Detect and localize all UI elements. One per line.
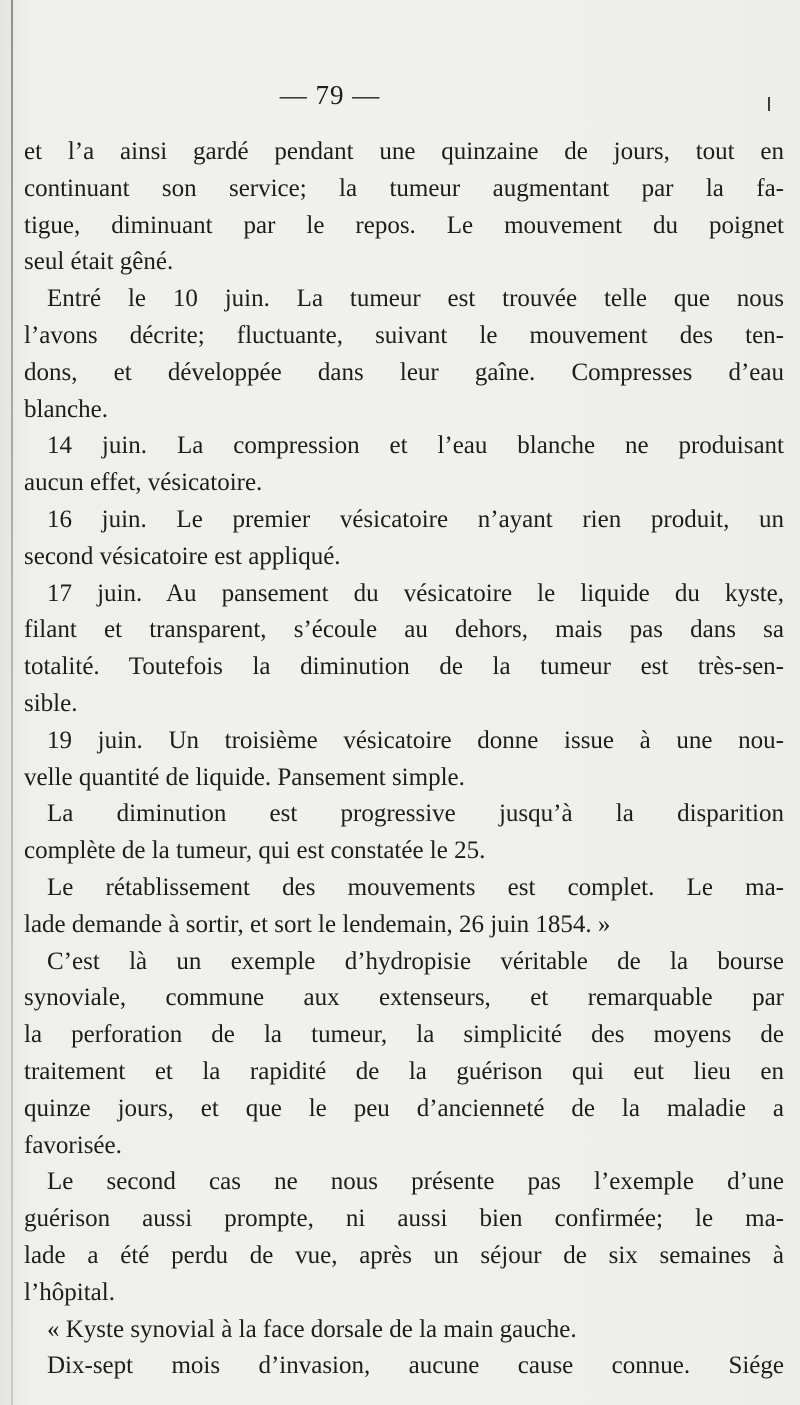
text-line: quinze jours, et que le peu d’ancienneté de la maladie a bbox=[24, 1094, 784, 1122]
text-line: traitement et la rapidité de la guérison qui eut lieu en bbox=[24, 1057, 784, 1085]
text-line: sible. bbox=[24, 689, 78, 717]
margin-mark bbox=[768, 97, 770, 111]
binding-edge bbox=[11, 0, 13, 1405]
text-line: favorisée. bbox=[24, 1131, 122, 1159]
text-line: 17 juin. Au pansement du vésicatoire le liquide du kyste, bbox=[47, 579, 784, 607]
text-line: blanche. bbox=[24, 395, 108, 423]
text-line: La diminution est progressive jusqu’à la disparition bbox=[47, 800, 784, 828]
body-text bbox=[24, 134, 784, 1385]
text-line: totalité. Toutefois la diminution de la tumeur est très-sen- bbox=[24, 653, 784, 681]
text-line: lade demande à sortir, et sort le lendemain, 26 juin 1854. » bbox=[24, 910, 611, 938]
text-line: l’hôpital. bbox=[24, 1278, 115, 1306]
text-line: aucun effet, vésicatoire. bbox=[24, 469, 263, 497]
text-line: complète de la tumeur, qui est constatée le 25. bbox=[24, 837, 486, 865]
text-line: Le rétablissement des mouvements est complet. Le ma- bbox=[47, 873, 784, 901]
text-line: tigue, diminuant par le repos. Le mouvement du poignet bbox=[24, 211, 784, 239]
text-line: C’est là un exemple d’hydropisie véritable de la bourse bbox=[47, 947, 784, 975]
text-line: second vésicatoire est appliqué. bbox=[24, 542, 341, 570]
text-line: 16 juin. Le premier vésicatoire n’ayant rien produit, un bbox=[47, 505, 784, 533]
text-line: velle quantité de liquide. Pansement simple. bbox=[24, 763, 465, 791]
text-line: Dix-sept mois d’invasion, aucune cause connue. Siége bbox=[47, 1352, 784, 1380]
page-number: — 79 — bbox=[279, 80, 381, 110]
text-line: Le second cas ne nous présente pas l’exemple d’une bbox=[47, 1168, 784, 1196]
text-line: 19 juin. Un troisième vésicatoire donne issue à une nou- bbox=[47, 726, 784, 754]
text-line: lade a été perdu de vue, après un séjour de six semaines à bbox=[24, 1241, 784, 1269]
text-line: seul était gêné. bbox=[24, 248, 174, 276]
text-line: synoviale, commune aux extenseurs, et remarquable par bbox=[24, 984, 784, 1012]
text-line: guérison aussi prompte, ni aussi bien confirmée; le ma- bbox=[24, 1205, 784, 1233]
text-line: Entré le 10 juin. La tumeur est trouvée telle que nous bbox=[47, 285, 784, 313]
text-line: l’avons décrite; fluctuante, suivant le mouvement des ten- bbox=[24, 321, 784, 349]
text-line: 14 juin. La compression et l’eau blanche ne produisant bbox=[47, 432, 784, 460]
text-line: filant et transparent, s’écoule au dehors, mais pas dans sa bbox=[24, 616, 784, 644]
text-line: « Kyste synovial à la face dorsale de la main gauche. bbox=[47, 1315, 577, 1343]
text-line: et l’a ainsi gardé pendant une quinzaine de jours, tout en bbox=[24, 138, 784, 165]
text-line: dons, et développée dans leur gaîne. Compresses d’eau bbox=[24, 358, 784, 386]
text-line: continuant son service; la tumeur augmentant par la fa- bbox=[24, 174, 784, 202]
text-line: la perforation de la tumeur, la simplicité des moyens de bbox=[24, 1021, 784, 1049]
